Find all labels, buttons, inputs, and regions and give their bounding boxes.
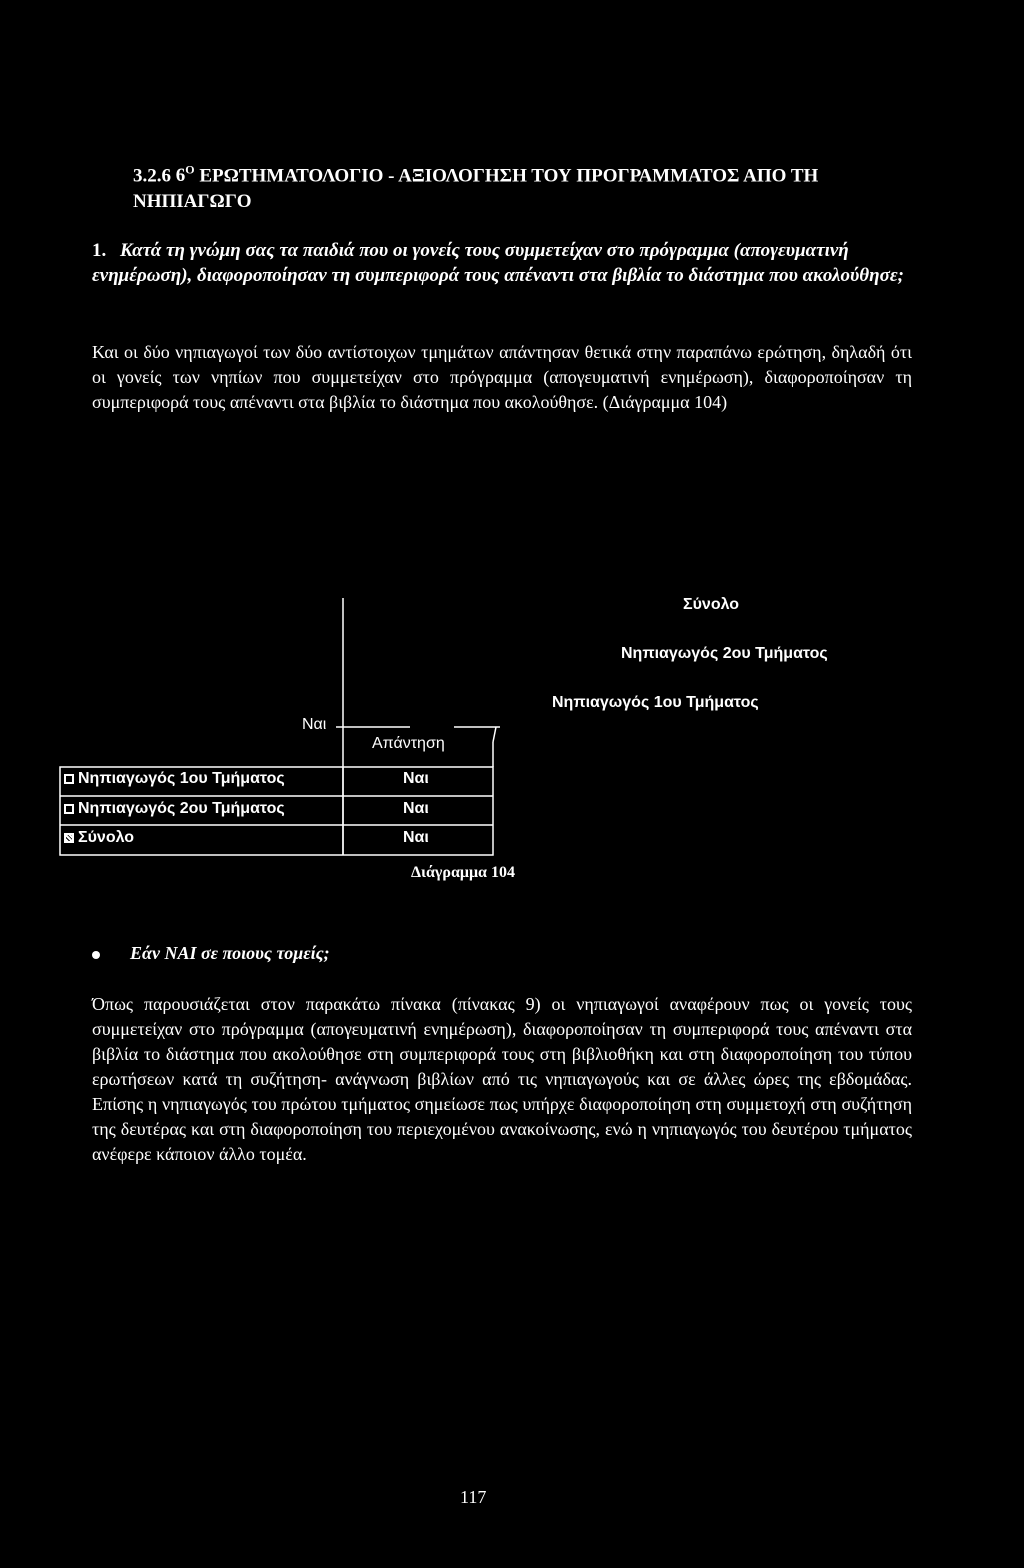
section-prefix: 3.2.6 — [133, 165, 171, 187]
legend-swatch — [64, 774, 74, 784]
axis-series-label: Νηπιαγωγός 1ου Τμήματος — [552, 694, 759, 711]
table-row-label: Σύνολο — [64, 829, 134, 847]
question — [92, 238, 912, 288]
table-row-value: Ναι — [403, 770, 429, 787]
section-superscript: Ο — [185, 163, 195, 177]
axis-depth-line — [493, 727, 496, 742]
section-title — [133, 157, 913, 215]
section-title-text: ΕΡΩΤΗΜΑΤΟΛΟΓΙΟ - ΑΞΙΟΛΟΓΗΣΗ ΤΟΥ ΠΡΟΓΡΑΜΜΑΤΟΣ ΑΠΟ ΤΗ ΝΗΠΙΑΓΩΓΟ — [133, 165, 819, 213]
bullet-question — [92, 943, 330, 964]
table-header: Απάντηση — [372, 735, 445, 752]
axis-series-label: Νηπιαγωγός 2ου Τμήματος — [621, 645, 828, 662]
bullet-icon — [92, 951, 100, 959]
page-number: 117 — [460, 1487, 487, 1507]
table-row-label: Νηπιαγωγός 1ου Τμήματος — [64, 770, 285, 788]
table-row-label: Νηπιαγωγός 2ου Τμήματος — [64, 800, 285, 818]
legend-swatch — [64, 833, 74, 843]
question-number: 1. — [92, 240, 107, 261]
chart-caption: Διάγραμμα 104 — [411, 864, 515, 881]
answer-paragraph: Και οι δύο νηπιαγωγοί των δύο αντίστοιχων τμημάτων απάντησαν θετικά στην παραπάνω ερώτηση, δηλαδή ότι οι γονείς των νηπίων που συμμετείχαν στο πρόγραμμα (απογευματινή ενημέρωση), διαφοροποίησαν τη συμπεριφορά τους απέναντι στα βιβλία το διάστημα που ακολούθησε. (Διάγραμμα 104) — [92, 342, 912, 412]
table-row-value: Ναι — [403, 829, 429, 846]
section-ordinal: $6^O$ — [175, 163, 195, 187]
legend-swatch — [64, 804, 74, 814]
table-row-value: Ναι — [403, 800, 429, 817]
sectors-paragraph: Όπως παρουσιάζεται στον παρακάτω πίνακα (πίνακας 9) οι νηπιαγωγοί αναφέρουν πως οι γονείς τους συμμετείχαν στο πρόγραμμα (απογευματινή ενημέρωση), διαφοροποίησαν τη συμπεριφορά τους απέναντι στα βιβλία το διάστημα που ακολούθησε στη συμπεριφορά τους στη βιβλιοθήκη και στη διαφοροποίηση του τύπου ερωτήσεων κατά τη συζήτηση- ανάγνωση βιβλίων από τις νηπιαγωγούς και σε άλλες ώρες της εβδομάδας. Επίσης η νηπιαγωγός του πρώτου τμήματος σημείωσε πως υπήρχε διαφοροποίηση στη συμμετοχή στη συζήτηση της δευτέρας και στη διαφοροποίηση του περιεχομένου ανακοίνωσης, ενώ η νηπιαγωγός του δευτέρου τμήματος ανέφερε κάποιον άλλο τομέα. — [92, 994, 912, 1164]
chart-104 — [0, 580, 1024, 880]
y-tick-label: Ναι — [302, 716, 327, 733]
question-text: Κατά τη γνώμη σας τα παιδιά που οι γονείς τους συμμετείχαν στο πρόγραμμα (απογευματινή ενημέρωση), διαφοροποίησαν τη συμπεριφορά τους απέναντι στα βιβλία το διάστημα που ακολούθησε; — [92, 240, 904, 286]
bullet-text: Εάν ΝΑΙ σε ποιους τομείς; — [130, 943, 330, 963]
axis-series-label: Σύνολο — [683, 596, 740, 613]
